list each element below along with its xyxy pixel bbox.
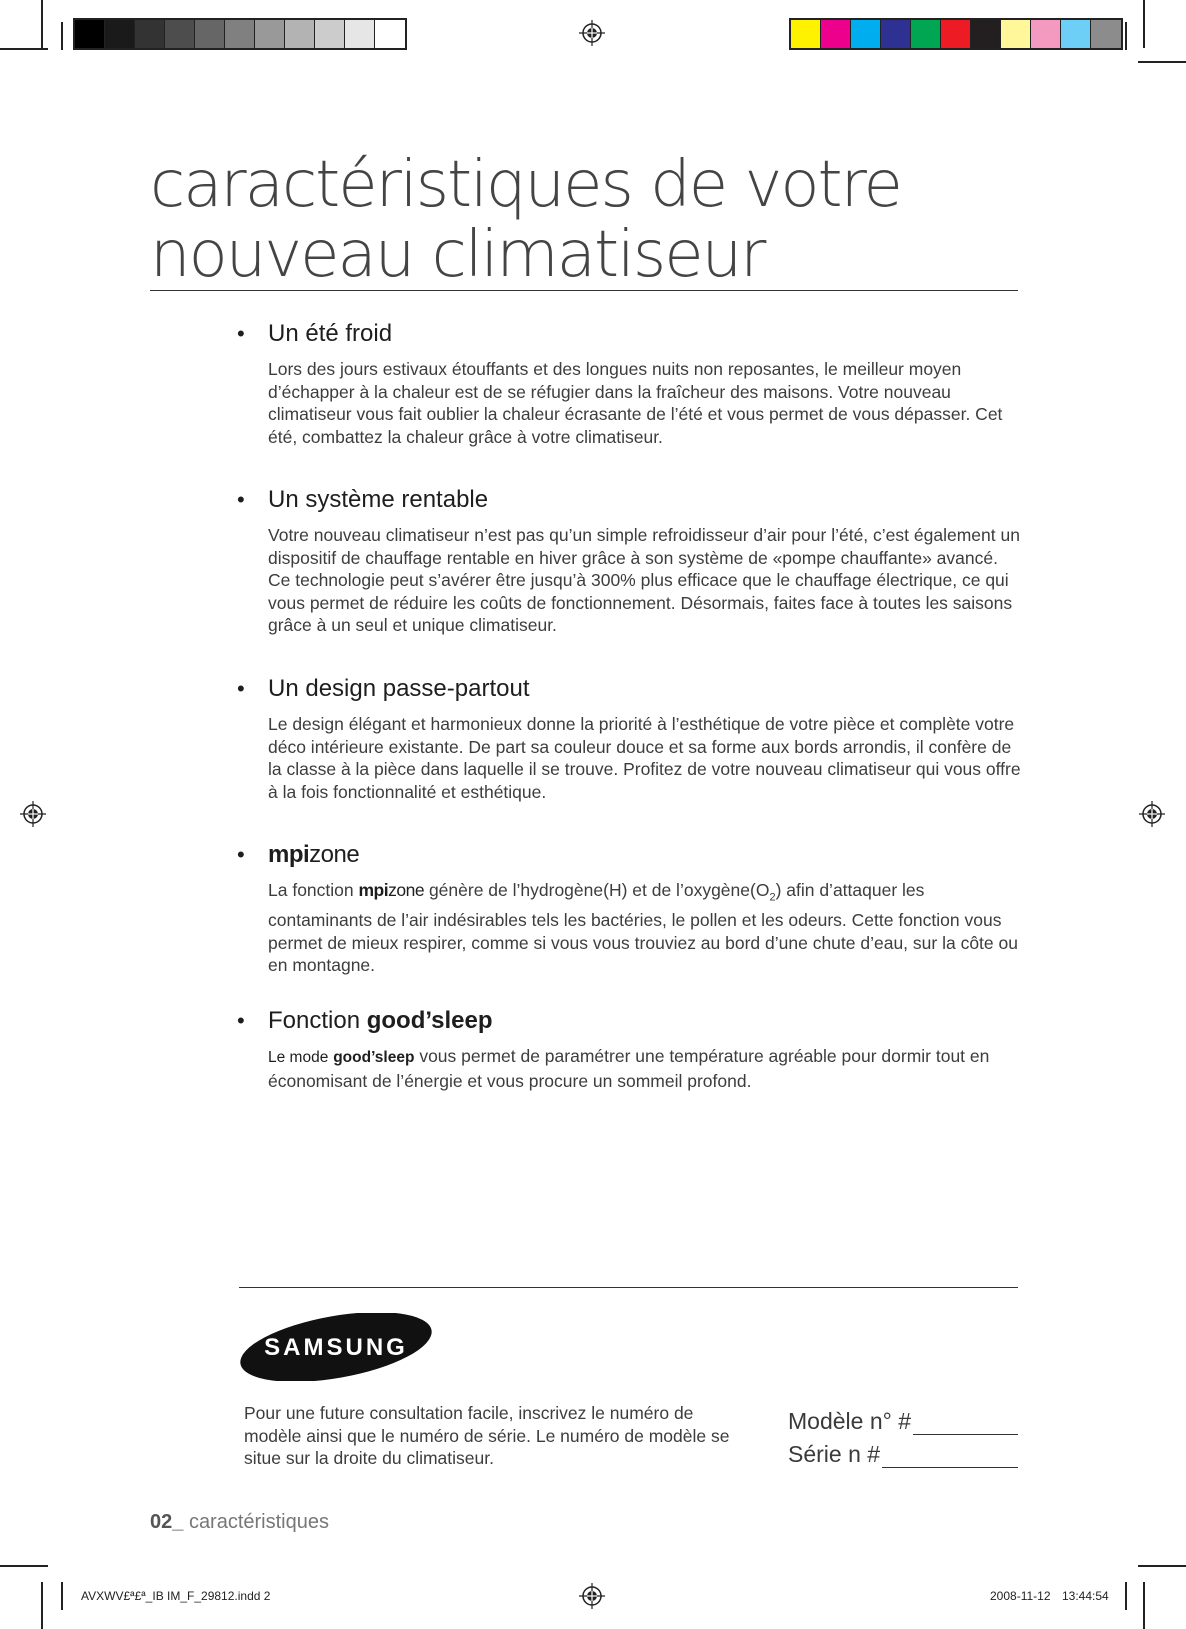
crop-mark (1125, 22, 1127, 50)
color-swatch (285, 20, 315, 48)
slug-date: 2008-11-12 (990, 1589, 1051, 1603)
crop-mark (0, 48, 48, 50)
feature-section-mpizone (237, 841, 1021, 977)
goodsleep-logo: good’sleep (366, 1007, 493, 1034)
color-swatch (345, 20, 375, 48)
page-footer (150, 1511, 329, 1534)
color-swatch (255, 20, 285, 48)
samsung-logo (238, 1313, 434, 1381)
serial-label: Série n # (788, 1441, 881, 1467)
section-body: Lors des jours estivaux étouffants et des longues nuits non reposantes, le meilleur moyen d’échapper à la chaleur est de se réfugier dans la fraîcheur des maisons. Votre nouveau climatiseur vous fait oublier la chaleur écrasante de l’été et vous permet de vous dépasser. Cet été, combattez la chaleur grâce à votre climatiseur. (268, 359, 1003, 447)
page-title (150, 150, 1018, 291)
serial-number-blank[interactable] (882, 1443, 1018, 1468)
color-swatch (1091, 20, 1121, 48)
section-body: Votre nouveau climatiseur n’est pas qu’un simple refroidisseur d’air pour l’été, c’est également un dispositif de chauffage rentable en hiver grâce à son système de «pompe chauffante» avancé. Ce technologie peut s’avérer être jusqu’à 300% plus efficace que le chauffage électrique, ce qui vous permet de réduire les coûts de fonctionnement. Désormais, faites face à toutes les saisons grâce à un seul et unique climatiseur. (268, 525, 1020, 635)
feature-section-design (237, 675, 1021, 803)
footer-divider (239, 1287, 1018, 1288)
registration-mark-icon (579, 20, 605, 46)
consultation-note: Pour une future consultation facile, inscrivez le numéro de modèle ainsi que le numéro de série. Le numéro de modèle se situe sur la droite du climatiseur. (244, 1403, 730, 1468)
mpizone-inline-logo: mpizone (358, 880, 425, 900)
color-swatch (225, 20, 255, 48)
color-swatch (315, 20, 345, 48)
svg-text:SAMSUNG: SAMSUNG (264, 1334, 408, 1361)
feature-section-summer (237, 320, 1021, 448)
registration-mark-icon (579, 1583, 605, 1609)
color-swatch (851, 20, 881, 48)
feature-section-cost (237, 486, 1021, 637)
crop-mark (61, 22, 63, 50)
section-body: Le design élégant et harmonieux donne la priorité à l’esthétique de votre pièce et complète votre déco intérieure existante. De part sa couleur douce et sa forme aux bords arrondis, il confère de la classe à la pièce dans laquelle il se trouve. Profitez de votre nouveau climatiseur qui vous offre à la fois fonctionnalité et esthétique. (268, 714, 1021, 802)
slug-filename: AVXWV£ª£ª_IB IM_F_29812.indd 2 (81, 1589, 271, 1603)
color-swatch (195, 20, 225, 48)
section-heading: Un design passe-partout (268, 675, 530, 702)
bullet-icon: • (237, 676, 245, 701)
crop-mark (1143, 0, 1145, 48)
section-heading: Un système rentable (268, 486, 489, 513)
crop-mark (1138, 61, 1186, 63)
color-swatch (135, 20, 165, 48)
crop-mark (1138, 1565, 1186, 1567)
color-swatch (1061, 20, 1091, 48)
section-heading: Fonction (268, 1007, 361, 1034)
bullet-icon: • (237, 842, 245, 867)
color-swatch (1001, 20, 1031, 48)
color-swatch (791, 20, 821, 48)
feature-section-goodsleep (237, 1007, 1021, 1092)
color-swatch (881, 20, 911, 48)
slug-time: 13:44:54 (1062, 1589, 1109, 1603)
color-swatch (911, 20, 941, 48)
bullet-icon: • (237, 487, 245, 512)
color-swatch (75, 20, 105, 48)
goodsleep-inline-logo: good’sleep (333, 1049, 415, 1066)
grayscale-color-bar (73, 18, 407, 50)
process-color-bar (789, 18, 1123, 50)
section-body: Le mode good’sleep vous permet de paramétrer une température agréable pour dormir tout en économisant de l’énergie et vous procure un sommeil profond. (268, 1046, 990, 1091)
model-serial-box (788, 1402, 1018, 1468)
registration-mark-icon (1139, 801, 1165, 827)
crop-mark (41, 0, 43, 48)
page-title-line-1: caractéristiques de votre (150, 148, 901, 222)
color-swatch (821, 20, 851, 48)
crop-mark (1143, 1582, 1145, 1629)
color-swatch (971, 20, 1001, 48)
bullet-icon: • (237, 321, 245, 346)
bullet-icon: • (237, 1008, 245, 1033)
page-title-line-2: nouveau climatiseur (150, 218, 765, 292)
crop-mark (0, 1565, 48, 1567)
section-heading: Un été froid (268, 320, 393, 347)
crop-mark (1125, 1582, 1127, 1610)
page-number: 02_ (150, 1511, 184, 1533)
color-swatch (1031, 20, 1061, 48)
page-section-name: caractéristiques (188, 1511, 329, 1533)
model-label: Modèle n° # (788, 1408, 911, 1434)
crop-mark (41, 1582, 43, 1629)
section-body: La fonction mpizone génère de l’hydrogène(H) et de $l’oxygène(O_2)$ afin d’attaquer les contaminants de l’air indésirables tels les bactéries, le pollen et les odeurs. Cette fonction vous permet de mieux respirer, comme si vous vous trouviez au bord d’une chute d’eau, sur la côte ou en montagne. (268, 880, 1018, 975)
color-swatch (105, 20, 135, 48)
color-swatch (375, 20, 405, 48)
color-swatch (941, 20, 971, 48)
model-number-blank[interactable] (913, 1410, 1018, 1435)
mpizone-logo: mpizone (268, 841, 360, 868)
color-swatch (165, 20, 195, 48)
registration-mark-icon (20, 801, 46, 827)
crop-mark (61, 1582, 63, 1610)
